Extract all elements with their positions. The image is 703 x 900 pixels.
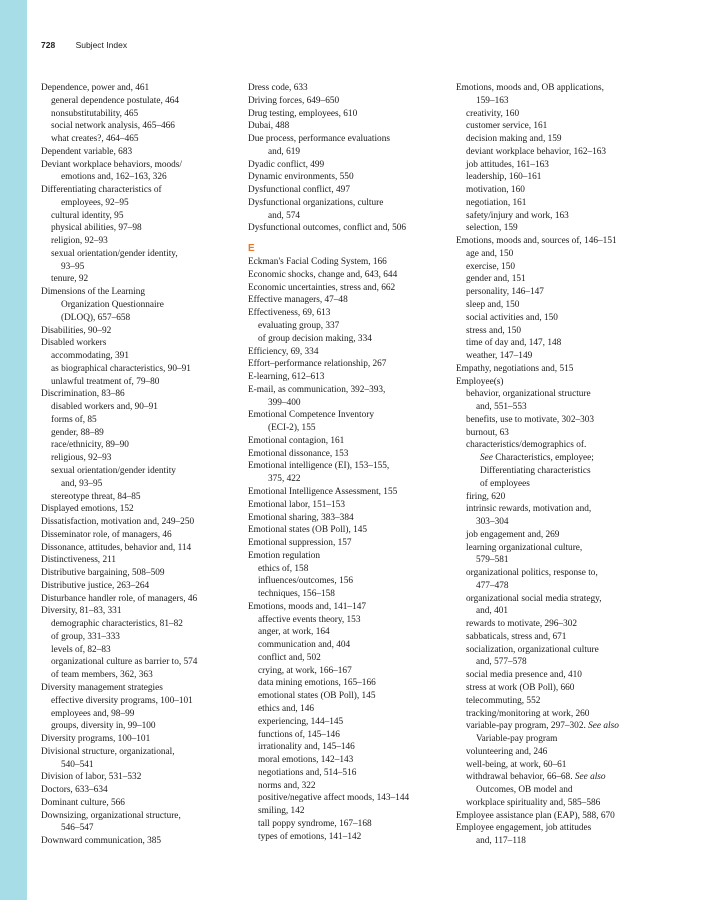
index-entry: 159–163 [476, 95, 509, 106]
index-entry: accommodating, 391 [51, 351, 129, 362]
index-entry: Outcomes, OB model and [476, 785, 573, 796]
index-entry: selection, 159 [466, 223, 518, 234]
margin-color-bar [0, 0, 27, 900]
index-entry: stereotype threat, 84–85 [51, 491, 141, 502]
index-entry: Dominant culture, 566 [41, 797, 125, 808]
index-entry: organizational culture as barrier to, 574 [51, 657, 198, 668]
index-entry: physical abilities, 97–98 [51, 223, 142, 234]
index-entry: characteristics/demographics of. [466, 440, 587, 451]
index-entry: social activities and, 150 [466, 312, 558, 323]
index-entry: variable-pay program, 297–302. See also [466, 721, 619, 732]
index-entry: forms of, 85 [51, 414, 97, 425]
section-letter-e: E [248, 243, 255, 255]
index-entry: (DLOQ), 657–658 [61, 312, 131, 323]
index-entry: Distributive justice, 263–264 [41, 580, 150, 591]
index-entry: ethics and, 146 [258, 703, 315, 714]
index-entry: communication and, 404 [258, 640, 351, 651]
index-entry: Doctors, 633–634 [41, 785, 108, 796]
index-entry: Employee engagement, job attitudes [456, 823, 592, 834]
index-entry: Effectiveness, 69, 613 [248, 308, 331, 319]
index-entry: Efficiency, 69, 334 [248, 346, 319, 357]
index-entry: E-learning, 612–613 [248, 372, 325, 383]
index-entry: sabbaticals, stress and, 671 [466, 631, 567, 642]
index-entry: workplace spirituality and, 585–586 [466, 797, 601, 808]
index-entry: Downsizing, organizational structure, [41, 810, 181, 821]
index-entry: general dependence postulate, 464 [51, 95, 180, 106]
index-entry: decision making and, 159 [466, 134, 562, 145]
index-entry: disabled workers and, 90–91 [51, 402, 158, 413]
index-entry: race/ethnicity, 89–90 [51, 440, 129, 451]
index-entry: well-being, at work, 60–61 [466, 759, 567, 770]
index-entry: of group, 331–333 [51, 631, 120, 642]
index-entry: tracking/monitoring at work, 260 [466, 708, 590, 719]
index-entry: negotiation, 161 [466, 197, 527, 208]
index-entry: conflict and, 502 [258, 652, 321, 663]
index-entry: age and, 150 [466, 248, 514, 259]
index-entry: and, 93–95 [61, 478, 103, 489]
index-entry: firing, 620 [466, 491, 506, 502]
index-entry: Effective managers, 47–48 [248, 295, 348, 306]
index-entry: Emotional Intelligence Assessment, 155 [248, 486, 398, 497]
index-entry: E-mail, as communication, 392–393, [248, 384, 386, 395]
index-entry: Emotions, moods and, OB applications, [456, 83, 604, 93]
index-entry: Divisional structure, organizational, [41, 746, 175, 757]
index-entry: withdrawal behavior, 66–68. See also [466, 772, 606, 783]
index-entry: Disturbance handler role, of managers, 46 [41, 593, 198, 604]
index-column-3 [456, 82, 661, 848]
index-entry: burnout, 63 [466, 427, 509, 438]
index-entry: Emotional intelligence (EI), 153–155, [248, 461, 390, 472]
index-entry: stress and, 150 [466, 325, 522, 336]
index-entry: exercise, 150 [466, 261, 516, 272]
index-entry: behavior, organizational structure [466, 389, 591, 400]
index-entry: Effort–performance relationship, 267 [248, 359, 387, 370]
index-entry: Emotional sharing, 383–384 [248, 512, 354, 523]
index-entry: intrinsic rewards, motivation and, [466, 504, 592, 515]
index-entry: 399–400 [268, 397, 301, 408]
index-entry: as biographical characteristics, 90–91 [51, 363, 191, 374]
index-entry: Employee assistance plan (EAP), 588, 670 [456, 810, 615, 821]
index-entry: Distinctiveness, 211 [41, 555, 117, 566]
index-entry: functions of, 145–146 [258, 729, 340, 740]
index-entry: social network analysis, 465–466 [51, 121, 175, 132]
index-entry: Dress code, 633 [248, 83, 308, 93]
page-number: 728 [41, 40, 56, 50]
index-entry: experiencing, 144–145 [258, 716, 344, 727]
index-entry: 303–304 [476, 517, 509, 528]
index-entry: stress at work (OB Poll), 660 [466, 682, 575, 693]
index-entry: Variable-pay program [476, 734, 558, 745]
index-entry: organizational social media strategy, [466, 593, 602, 604]
index-entry: sleep and, 150 [466, 300, 520, 311]
index-entry: affective events theory, 153 [258, 614, 361, 625]
index-entry: job engagement and, 269 [466, 529, 560, 540]
index-entry: Dysfunctional outcomes, conflict and, 506 [248, 223, 407, 234]
index-entry: deviant workplace behavior, 162–163 [466, 146, 607, 157]
index-entry: of employees [480, 478, 530, 489]
index-entry: religion, 92–93 [51, 236, 108, 247]
index-entry: Dissonance, attitudes, behavior and, 114 [41, 542, 192, 553]
index-entry: gender and, 151 [466, 274, 526, 285]
index-entry: Dyadic conflict, 499 [248, 159, 325, 170]
index-entry: Emotion regulation [248, 550, 321, 561]
index-entry: Downward communication, 385 [41, 836, 162, 847]
index-entry: Dependence, power and, 461 [41, 83, 150, 93]
index-entry: Disseminator role, of managers, 46 [41, 529, 172, 540]
index-entry: data mining emotions, 165–166 [258, 678, 376, 689]
index-entry: organizational politics, response to, [466, 568, 598, 579]
index-entry: Emotional suppression, 157 [248, 538, 352, 549]
index-entry: learning organizational culture, [466, 542, 583, 553]
index-entry: 477–478 [476, 580, 509, 591]
running-head-title: Subject Index [75, 40, 128, 50]
index-entry: 546–547 [61, 823, 94, 834]
index-entry: Disabled workers [41, 338, 107, 349]
index-entry: influences/outcomes, 156 [258, 576, 354, 587]
index-entry: employees and, 98–99 [51, 708, 135, 719]
index-entry: gender, 88–89 [51, 427, 104, 438]
index-entry: effective diversity programs, 100–101 [51, 695, 193, 706]
index-entry: Dissatisfaction, motivation and, 249–250 [41, 517, 195, 528]
index-entry: Driving forces, 649–650 [248, 95, 340, 106]
index-entry: telecommuting, 552 [466, 695, 541, 706]
index-entry: nonsubstitutability, 465 [51, 108, 139, 119]
index-entry: evaluating group, 337 [258, 321, 340, 332]
index-column-1 [41, 82, 246, 848]
index-entry: sexual orientation/gender identity [51, 465, 176, 476]
index-entry: Differentiating characteristics of [41, 185, 162, 196]
index-entry: anger, at work, 164 [258, 627, 330, 638]
index-entry: benefits, use to motivate, 302–303 [466, 414, 595, 425]
index-entry: Dependent variable, 683 [41, 146, 133, 157]
index-entry: 93–95 [61, 261, 85, 272]
index-entry: Disabilities, 90–92 [41, 325, 112, 336]
index-entry: positive/negative affect moods, 143–144 [258, 793, 410, 804]
index-entry: emotions and, 162–163, 326 [61, 172, 167, 183]
index-entry: Emotions, moods and, sources of, 146–151 [456, 236, 617, 247]
index-entry: Economic uncertainties, stress and, 662 [248, 282, 396, 293]
index-entry: Emotional dissonance, 153 [248, 448, 349, 459]
index-entry: Dynamic environments, 550 [248, 172, 354, 183]
index-entry: and, 401 [476, 606, 509, 617]
index-entry: See Characteristics, employee; [480, 453, 594, 464]
index-entry: Emotional contagion, 161 [248, 435, 345, 446]
index-entry: Emotions, moods and, 141–147 [248, 601, 367, 612]
index-entry: Dysfunctional conflict, 497 [248, 185, 350, 196]
index-entry: 540–541 [61, 759, 94, 770]
index-entry: levels of, 82–83 [51, 644, 111, 655]
index-entry: types of emotions, 141–142 [258, 831, 362, 842]
index-entry: irrationality and, 145–146 [258, 742, 355, 753]
index-entry: Dubai, 488 [248, 121, 290, 132]
index-entry: Economic shocks, change and, 643, 644 [248, 269, 398, 280]
index-entry: weather, 147–149 [466, 351, 533, 362]
index-entry: Due process, performance evaluations [248, 134, 390, 145]
index-entry: Differentiating characteristics [480, 465, 591, 476]
index-entry: Dimensions of the Learning [41, 287, 146, 298]
index-entry: moral emotions, 142–143 [258, 755, 354, 766]
index-entry: Eckman's Facial Coding System, 166 [248, 257, 387, 268]
index-entry: time of day and, 147, 148 [466, 338, 562, 349]
index-entry: Diversity, 81–83, 331 [41, 606, 122, 617]
index-entry: 579–581 [476, 555, 509, 566]
index-entry: emotional states (OB Poll), 145 [258, 691, 376, 702]
index-entry: tenure, 92 [51, 274, 89, 285]
index-entry: religious, 92–93 [51, 453, 112, 464]
index-entry: and, 577–578 [476, 657, 527, 668]
index-entry: 375, 422 [268, 474, 301, 485]
index-entry: norms and, 322 [258, 780, 316, 791]
index-entry: negotiations and, 514–516 [258, 767, 357, 778]
index-entry: Emotional Competence Inventory [248, 410, 374, 421]
index-entry: cultural identity, 95 [51, 210, 124, 221]
index-entry: job attitudes, 161–163 [466, 159, 549, 170]
index-entry: (ECI-2), 155 [268, 423, 316, 434]
index-entry: Division of labor, 531–532 [41, 772, 142, 783]
index-entry: ethics of, 158 [258, 563, 309, 574]
index-entry: Emotional labor, 151–153 [248, 499, 345, 510]
index-entry: leadership, 160–161 [466, 172, 542, 183]
index-entry: Drug testing, employees, 610 [248, 108, 358, 119]
index-entry: employees, 92–95 [61, 197, 129, 208]
index-entry: what creates?, 464–465 [51, 134, 139, 145]
index-entry: Organization Questionnaire [61, 300, 164, 311]
index-entry: crying, at work, 166–167 [258, 665, 352, 676]
index-entry: socialization, organizational culture [466, 644, 599, 655]
index-entry: and, 551–553 [476, 402, 527, 413]
index-entry: smiling, 142 [258, 806, 305, 817]
index-entry: of team members, 362, 363 [51, 670, 153, 681]
index-entry: Distributive bargaining, 508–509 [41, 568, 165, 579]
index-entry: groups, diversity in, 99–100 [51, 721, 156, 732]
index-entry: Employee(s) [456, 376, 504, 387]
index-entry: demographic characteristics, 81–82 [51, 619, 183, 630]
index-entry: customer service, 161 [466, 121, 548, 132]
index-entry: rewards to motivate, 296–302 [466, 619, 578, 630]
index-entry: of group decision making, 334 [258, 333, 372, 344]
index-entry: and, 574 [268, 210, 301, 221]
index-entry: techniques, 156–158 [258, 589, 335, 600]
index-entry: tall poppy syndrome, 167–168 [258, 818, 372, 829]
index-entry: unlawful treatment of, 79–80 [51, 376, 160, 387]
index-entry: Dysfunctional organizations, culture [248, 197, 384, 208]
index-entry: and, 117–118 [476, 836, 526, 847]
index-column-2 [248, 82, 453, 843]
index-entry: and, 619 [268, 146, 301, 157]
index-entry: safety/injury and work, 163 [466, 210, 569, 221]
index-entry: sexual orientation/gender identity, [51, 248, 178, 259]
index-entry: Discrimination, 83–86 [41, 389, 125, 400]
index-entry: Displayed emotions, 152 [41, 504, 134, 515]
index-entry: Diversity management strategies [41, 682, 163, 693]
index-entry: Deviant workplace behaviors, moods/ [41, 159, 182, 170]
index-entry: Diversity programs, 100–101 [41, 734, 151, 745]
index-entry: motivation, 160 [466, 185, 525, 196]
index-entry: personality, 146–147 [466, 287, 544, 298]
index-entry: creativity, 160 [466, 108, 520, 119]
index-entry: Emotional states (OB Poll), 145 [248, 525, 368, 536]
index-entry: Empathy, negotiations and, 515 [456, 363, 574, 374]
running-header [41, 40, 127, 50]
index-entry: volunteering and, 246 [466, 746, 548, 757]
index-entry: social media presence and, 410 [466, 670, 582, 681]
